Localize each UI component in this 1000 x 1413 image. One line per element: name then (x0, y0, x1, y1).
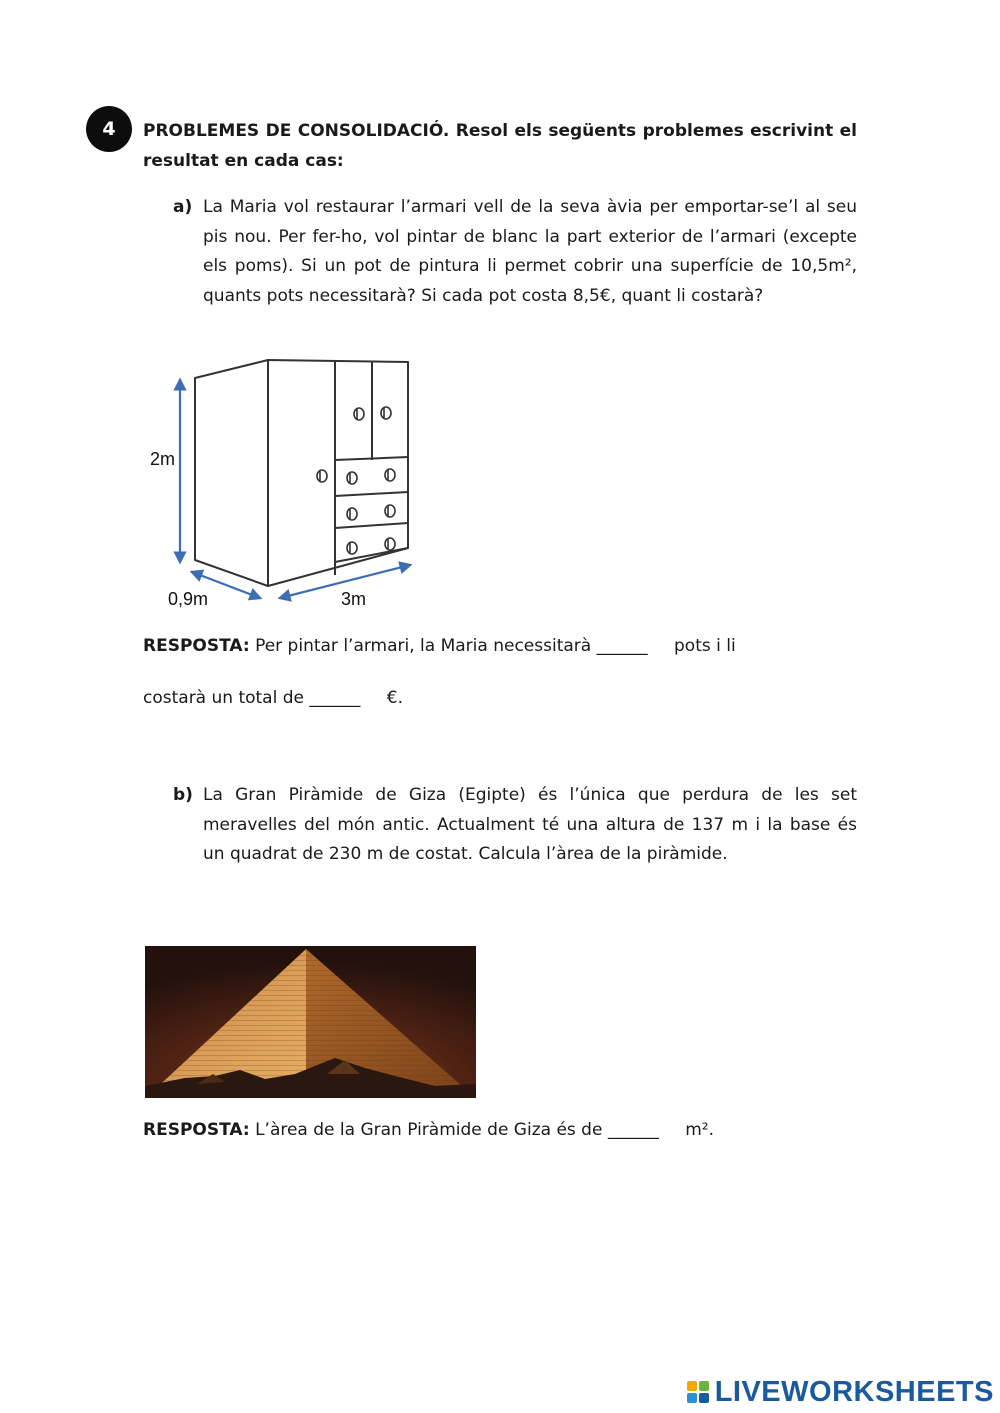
liveworksheets-footer (687, 1374, 994, 1410)
problem-a-letter: a) (173, 197, 193, 217)
brand-name: LIVEWORKSHEETS (714, 1375, 994, 1408)
answer-a-line1 (143, 632, 736, 660)
width-label: 3m (341, 589, 367, 609)
answer-b-area-blank[interactable]: ______ (607, 1120, 659, 1140)
answer-a-cost-blank[interactable]: ______ (309, 688, 361, 708)
answer-b-unit: m². (685, 1120, 715, 1140)
answer-a-line2 (143, 684, 403, 712)
wardrobe-drawing (195, 360, 408, 586)
answer-b-text: L’àrea de la Gran Piràmide de Giza és de (255, 1120, 603, 1140)
height-label: 2m (150, 449, 176, 469)
pyramid-photo (145, 946, 476, 1098)
answer-a-text1: Per pintar l’armari, la Maria necessitarà (255, 636, 592, 656)
answer-b (143, 1116, 714, 1144)
answer-b-label: RESPOSTA: (143, 1120, 250, 1140)
answer-a-label: RESPOSTA: (143, 636, 250, 656)
answer-a-text3: costarà un total de (143, 688, 304, 708)
answer-a-text2: pots i li (674, 636, 736, 656)
answer-a-pots-blank[interactable]: ______ (596, 636, 648, 656)
answer-a-text4: €. (386, 688, 404, 708)
liveworksheets-logo-icon (687, 1381, 709, 1403)
problem-a (173, 193, 857, 311)
problem-b-letter: b) (173, 785, 193, 805)
wardrobe-figure (140, 350, 430, 615)
problem-b (173, 781, 857, 870)
depth-label: 0,9m (168, 589, 209, 609)
problem-b-text: La Gran Piràmide de Giza (Egipte) és l’única que perdura de les set meravelles del món antic. Actualment té una altura de 137 m i la base és un quadrat de 230 m de costat. Calcula l’àrea de la piràmide. (203, 785, 857, 864)
exercise-number-badge: 4 (86, 106, 132, 152)
exercise-heading: PROBLEMES DE CONSOLIDACIÓ. Resol els següents problemes escrivint el resultat en cada cas: (143, 121, 857, 171)
problem-a-text: La Maria vol restaurar l’armari vell de la seva àvia per emportar-se’l al seu pis nou. Per fer-ho, vol pintar de blanc la part exterior de l’armari (excepte els poms). Si un pot de pintura li permet cobrir una superfície de 10,5m², quants pots necessitarà? Si cada pot costa 8,5€, quant li costarà? (203, 197, 857, 306)
